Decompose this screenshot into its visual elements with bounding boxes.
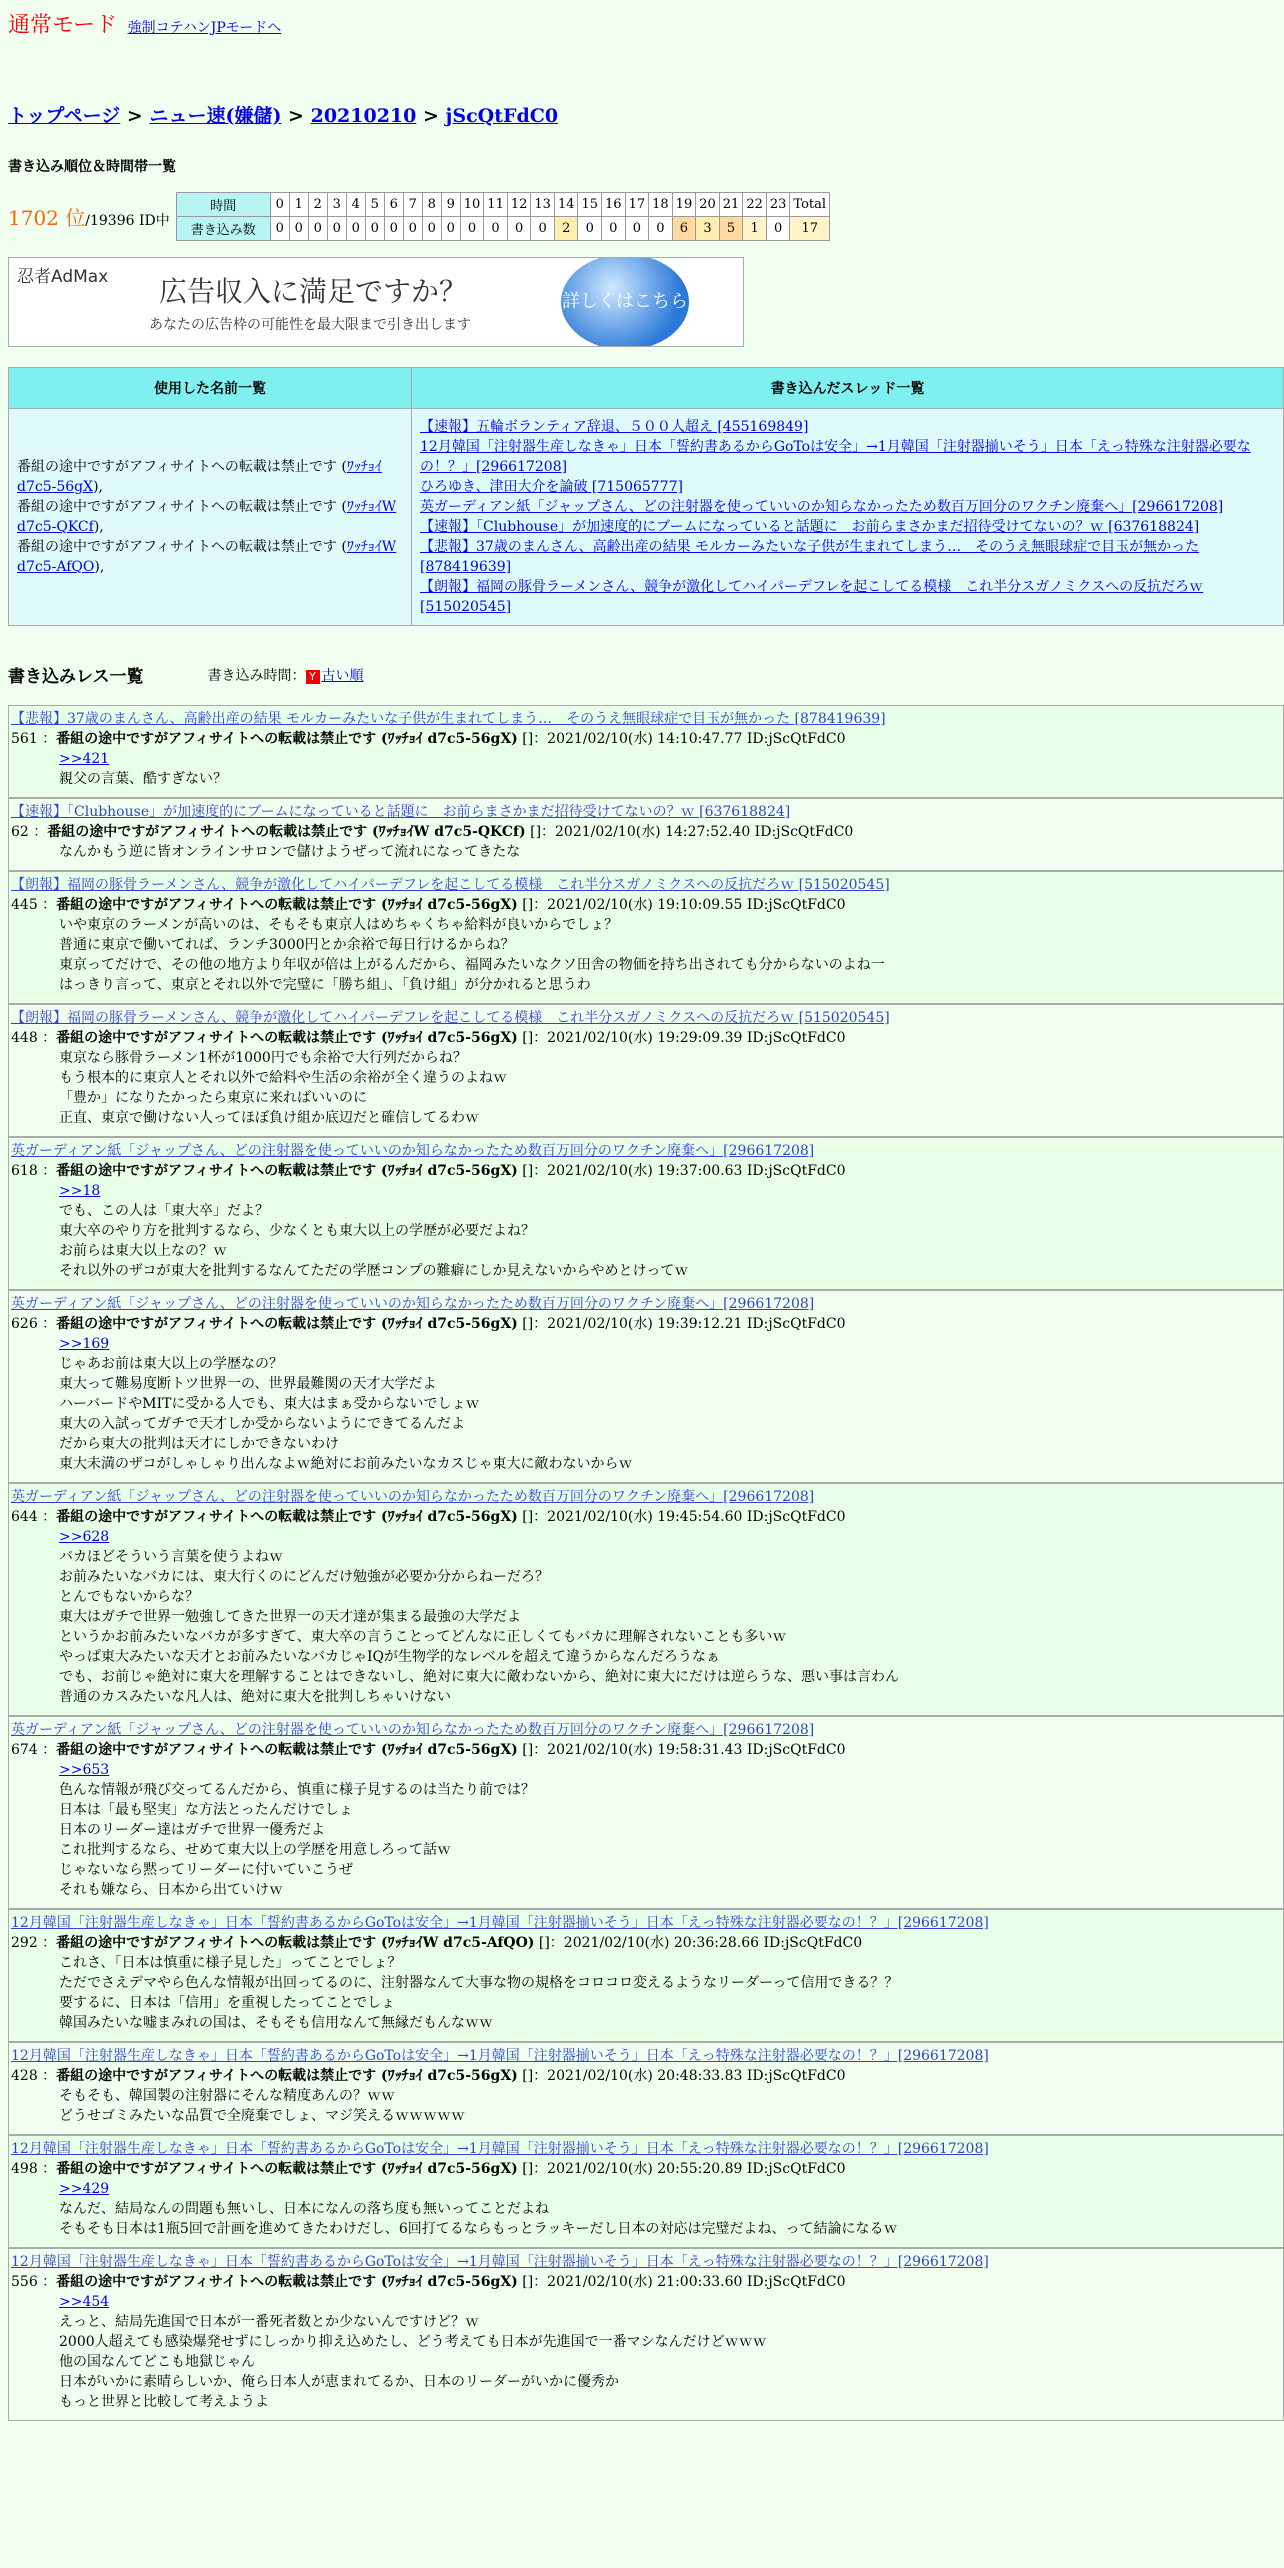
post-body (11, 749, 1277, 789)
order-label: 書き込み時間： (207, 667, 306, 684)
post-number: 292 ： (11, 1935, 57, 1951)
count-cell: 0 (531, 217, 555, 241)
post-line: 日本は「最も堅実」な方法とったんだけでしょ (59, 1802, 353, 1818)
post-line: 他の国なんてどこも地獄じゃん (59, 2354, 255, 2370)
thread-item (420, 437, 1275, 477)
post-number: 556 ： (11, 2274, 57, 2290)
count-cell: 6 (672, 217, 696, 241)
post-number: 445 ： (11, 897, 57, 913)
names-cell (9, 409, 412, 626)
post-item (8, 2248, 1284, 2421)
post-author: 番組の途中ですがアフィサイトへの転載は禁止です (ﾜｯﾁｮｲ d7c5-56gX) (56, 1163, 518, 1179)
post-item (8, 705, 1284, 798)
post-body (11, 1527, 1277, 1707)
names-threads-table (8, 367, 1284, 626)
post-line: 東大って難易度断トツ世界一の、世界最難関の天才大学だよ (59, 1376, 437, 1392)
hour-cell: 2 (308, 193, 327, 217)
hour-cell: 14 (554, 193, 578, 217)
reply-anchor-link[interactable]: >>628 (59, 1529, 110, 1545)
post-line: 韓国みたいな嘘まみれの国は、そもそも信用なんて無縁だもんなｗｗ (59, 2015, 493, 2031)
post-line: というかお前みたいなバカが多すぎて、東大卒の言うことってどんなに正しくてもバカに理解されないことも多いｗ (59, 1629, 787, 1645)
rank-total: /19396 ID中 (85, 213, 170, 229)
hours-row (176, 193, 829, 217)
ranking-heading: 書き込み順位＆時間帯一覧 (8, 159, 176, 175)
names-column-header: 使用した名前一覧 (9, 368, 412, 409)
post-thread-link[interactable]: 英ガーディアン紙「ジャップさん、どの注射器を使っていいのか知らなかったため数百万回分のワクチン廃棄へ」[296617208] (11, 1722, 815, 1738)
post-body (11, 2179, 1277, 2239)
post-item (8, 798, 1284, 871)
ranking-row (8, 192, 1276, 241)
breadcrumb-board[interactable]: ニュー速(嫌儲) (149, 105, 282, 127)
hour-cell: 4 (346, 193, 365, 217)
post-item (8, 871, 1284, 1004)
post-thread-link[interactable]: 英ガーディアン紙「ジャップさん、どの注射器を使っていいのか知らなかったため数百万回分のワクチン廃棄へ」[296617208] (11, 1489, 815, 1505)
post-body (11, 2086, 1277, 2126)
breadcrumb-id[interactable]: jScQtFdC0 (445, 105, 559, 127)
post-line: 東大未満のザコがしゃしゃり出んなよｗ絶対にお前みたいなカスじゃ東大に敵わないからｗ (59, 1456, 633, 1472)
post-line: もう根本的に東京人とそれ以外で給料や生活の余裕が全く違うのよねｗ (59, 1070, 507, 1086)
name-id-link[interactable]: ﾜｯﾁｮｲW d7c5-QKCf (17, 499, 397, 535)
post-line: いや東京のラーメンが高いのは、そもそも東京人はめちゃくちゃ給料が良いからでしょ？ (59, 917, 619, 933)
post-line: 日本がいかに素晴らしいか、俺ら日本人が恵まれてるか、日本のリーダーがいかに優秀か (59, 2374, 619, 2390)
name-item (17, 457, 403, 497)
post-header (11, 1314, 1277, 1334)
post-thread-link[interactable]: 12月韓国「注射器生産しなきゃ」日本「誓約書あるからGoToは安全」→1月韓国「注射器揃いそう」日本「えっ特殊な注射器必要なの！？」[296617208] (11, 1915, 989, 1931)
post-meta: []：2021/02/10(水) 19:58:31.43 ID:jScQtFdC0 (517, 1742, 846, 1758)
thread-link[interactable]: 【速報】五輪ボランティア辞退、５００人超え [455169849] (420, 419, 809, 435)
post-body (11, 1760, 1277, 1900)
post-number: 674 ： (11, 1742, 57, 1758)
post-thread-link[interactable]: 【朗報】福岡の豚骨ラーメンさん、競争が激化してハイパーデフレを起こしてる模様 これ半分スガノミクスへの反抗だろｗ [515020545] (11, 1010, 890, 1026)
post-author: 番組の途中ですがアフィサイトへの転載は禁止です (ﾜｯﾁｮｲW d7c5-AfQO) (56, 1935, 535, 1951)
count-cell: 0 (460, 217, 484, 241)
rank-box (8, 202, 170, 231)
post-author: 番組の途中ですがアフィサイトへの転載は禁止です (ﾜｯﾁｮｲ d7c5-56gX) (56, 2274, 518, 2290)
post-header (11, 1740, 1277, 1760)
post-header (11, 822, 1277, 842)
post-thread-link[interactable]: 12月韓国「注射器生産しなきゃ」日本「誓約書あるからGoToは安全」→1月韓国「注射器揃いそう」日本「えっ特殊な注射器必要なの！？」[296617208] (11, 2141, 989, 2157)
post-line: お前みたいなバカには、東大行くのにどんだけ勉強が必要か分からねーだろ？ (59, 1569, 549, 1585)
count-cell: 0 (625, 217, 649, 241)
count-cell: 0 (422, 217, 441, 241)
name-item (17, 497, 403, 537)
post-header (11, 2066, 1277, 2086)
post-thread (11, 2139, 1277, 2159)
ad-details-badge[interactable]: 詳しくはこちら (561, 257, 689, 347)
threads-column-header: 書き込んだスレッド一覧 (412, 368, 1284, 409)
post-body (11, 1181, 1277, 1281)
post-thread (11, 1008, 1277, 1028)
hour-cell: Total (790, 193, 830, 217)
post-thread (11, 1720, 1277, 1740)
post-header (11, 2272, 1277, 2292)
post-thread (11, 2252, 1277, 2272)
post-line: じゃないなら黙ってリーダーに付いていこうぜ (59, 1862, 353, 1878)
post-line: 東大卒のやり方を批判するなら、少なくとも東大以上の学歴が必要だよね？ (59, 1223, 535, 1239)
post-line: なんだ、結局なんの問題も無いし、日本になんの落ち度も無いってことだよね (59, 2201, 549, 2217)
thread-item (420, 477, 1275, 497)
hour-cell: 15 (578, 193, 602, 217)
post-line: それも嫌なら、日本から出ていけｗ (59, 1882, 283, 1898)
name-text: 番組の途中ですがアフィサイトへの転載は禁止です ( (17, 499, 347, 515)
thread-link[interactable]: 【朗報】福岡の豚骨ラーメンさん、競争が激化してハイパーデフレを起こしてる模様 これ半分スガノミクスへの反抗だろｗ [515020545] (420, 579, 1204, 615)
post-meta: []：2021/02/10(水) 19:45:54.60 ID:jScQtFdC0 (517, 1509, 846, 1525)
count-cell: 0 (578, 217, 602, 241)
hour-cell: 9 (441, 193, 460, 217)
name-suffix: ), (93, 519, 104, 535)
name-id-link[interactable]: ﾜｯﾁｮｲ d7c5-56gX (17, 459, 382, 495)
post-body (11, 842, 1277, 862)
thread-item (420, 517, 1275, 537)
hour-cell: 8 (422, 193, 441, 217)
post-line: 東大はガチで世界一勉強してきた世界一の天才達が集まる最強の大学だよ (59, 1609, 521, 1625)
post-item (8, 1137, 1284, 1290)
post-line: 東京ってだけで、その他の地方より年収が倍は上がるんだから、福岡みたいなクソ田舎の物価を持ち出されても分からないのよね一 (59, 957, 885, 973)
post-line: とんでもないからな？ (59, 1589, 199, 1605)
post-header (11, 2159, 1277, 2179)
post-author: 番組の途中ですがアフィサイトへの転載は禁止です (ﾜｯﾁｮｲ d7c5-56gX) (56, 1742, 518, 1758)
ad-banner[interactable] (8, 257, 744, 347)
count-cell: 5 (719, 217, 743, 241)
post-line: 要するに、日本は「信用」を重視したってことでしょ (59, 1995, 395, 2011)
post-list (8, 705, 1276, 2421)
post-line: 普通に東京で働いてれば、ランチ3000円とか余裕で毎日行けるからね？ (59, 937, 515, 953)
post-line: でも、この人は「東大卒」だよ？ (59, 1203, 269, 1219)
post-meta: []：2021/02/10(水) 21:00:33.60 ID:jScQtFdC0 (517, 2274, 846, 2290)
post-line: そもそも日本は1瓶5回で計画を進めてきたわけだし、6回打てるならもっとラッキーだし日本の対応は完璧だよね、って結論になるｗ (59, 2221, 898, 2237)
count-cell: 0 (403, 217, 422, 241)
hour-cell: 22 (743, 193, 767, 217)
post-meta: []：2021/02/10(水) 14:10:47.77 ID:jScQtFdC0 (517, 731, 846, 747)
post-number: 644 ： (11, 1509, 57, 1525)
hours-row-label: 時間 (176, 193, 270, 217)
post-author: 番組の途中ですがアフィサイトへの転載は禁止です (ﾜｯﾁｮｲW d7c5-QKCf) (47, 824, 526, 840)
post-thread-link[interactable]: 【朗報】福岡の豚骨ラーメンさん、競争が激化してハイパーデフレを起こしてる模様 これ半分スガノミクスへの反抗だろｗ [515020545] (11, 877, 890, 893)
post-header (11, 729, 1277, 749)
name-text: 番組の途中ですがアフィサイトへの転載は禁止です ( (17, 539, 347, 555)
post-line: なんかもう逆に皆オンラインサロンで儲けようぜって流れになってきたな (59, 844, 521, 860)
post-item (8, 1716, 1284, 1909)
post-meta: []：2021/02/10(水) 19:39:12.21 ID:jScQtFdC0 (517, 1316, 846, 1332)
post-item (8, 2042, 1284, 2135)
post-meta: []：2021/02/10(水) 19:10:09.55 ID:jScQtFdC0 (517, 897, 846, 913)
mode-title: 通常モード (8, 13, 118, 38)
post-body (11, 1953, 1277, 2033)
count-cell: 0 (507, 217, 531, 241)
ad-headline: 広告収入に満足ですか？ (159, 275, 468, 308)
post-thread-link[interactable]: 【悲報】37歳のまんさん、高齢出産の結果 モルカーみたいな子供が生まれてしまう… そのうえ無眼球症で目玉が無かった [878419639] (11, 711, 886, 727)
post-line: えっと、結局先進国で日本が一番死者数とか少ないんですけど？ｗ (59, 2314, 479, 2330)
post-number: 561 ： (11, 731, 57, 747)
post-number: 448 ： (11, 1030, 57, 1046)
sort-order-icon: Y (306, 670, 320, 684)
post-line: ただでさえデマやら色んな情報が出回ってるのに、注射器なんて大事な物の規格をコロコロ変えるようなリーダーって信用できる？？ (59, 1975, 899, 1991)
post-line: お前らは東大以上なの？ｗ (59, 1243, 227, 1259)
name-id-link[interactable]: ﾜｯﾁｮｲW d7c5-AfQO (17, 539, 397, 575)
hour-cell: 19 (672, 193, 696, 217)
post-body (11, 915, 1277, 995)
hour-cell: 18 (649, 193, 673, 217)
post-body (11, 2292, 1277, 2412)
counts-row (176, 217, 829, 241)
post-body (11, 1334, 1277, 1474)
hour-cell: 12 (507, 193, 531, 217)
name-text: 番組の途中ですがアフィサイトへの転載は禁止です ( (17, 459, 347, 475)
post-line: じゃあお前は東大以上の学歴なの？ (59, 1356, 283, 1372)
post-number: 618 ： (11, 1163, 57, 1179)
mode-line (8, 0, 1276, 39)
reply-anchor-link[interactable]: >>18 (59, 1183, 101, 1199)
count-cell: 0 (384, 217, 403, 241)
post-line: もっと世界と比較して考えようよ (59, 2394, 269, 2410)
hour-cell: 17 (625, 193, 649, 217)
post-item (8, 1909, 1284, 2042)
breadcrumb-date[interactable]: 20210210 (310, 105, 417, 127)
post-line: 正直、東京で働けない人ってほぼ負け組か底辺だと確信してるわｗ (59, 1110, 479, 1126)
post-thread (11, 875, 1277, 895)
post-line: やっぱ東大みたいな天才とお前みたいなバカじゃIQが生物学的なレベルを超えて違うからなんだろうなぁ (59, 1649, 721, 1665)
post-list-header (8, 662, 1276, 687)
post-thread (11, 1913, 1277, 1933)
post-meta: []：2021/02/10(水) 20:55:20.89 ID:jScQtFdC0 (517, 2161, 846, 2177)
post-thread (11, 1141, 1277, 1161)
hour-cell: 7 (403, 193, 422, 217)
post-author: 番組の途中ですがアフィサイトへの転載は禁止です (ﾜｯﾁｮｲ d7c5-56gX) (56, 2161, 518, 2177)
thread-link[interactable]: ひろゆき、津田大介を論破 [715065777] (420, 479, 683, 495)
hour-cell: 23 (766, 193, 790, 217)
thread-item (420, 417, 1275, 437)
post-line: 色んな情報が飛び交ってるんだから、慎重に様子見するのは当たり前では？ (59, 1782, 535, 1798)
post-item (8, 1290, 1284, 1483)
hour-cell: 20 (696, 193, 720, 217)
post-number: 626 ： (11, 1316, 57, 1332)
post-header (11, 1507, 1277, 1527)
hour-cell: 1 (289, 193, 308, 217)
hour-cell: 13 (531, 193, 555, 217)
post-thread-link[interactable]: 12月韓国「注射器生産しなきゃ」日本「誓約書あるからGoToは安全」→1月韓国「注射器揃いそう」日本「えっ特殊な注射器必要なの！？」[296617208] (11, 2048, 989, 2064)
count-cell: 3 (696, 217, 720, 241)
post-meta: []：2021/02/10(水) 14:27:52.40 ID:jScQtFdC0 (525, 824, 854, 840)
post-number: 62 ： (11, 824, 48, 840)
reply-anchor-link[interactable]: >>429 (59, 2181, 110, 2197)
post-line: 2000人超えても感染爆発せずにしっかり抑え込めたし、どう考えても日本が先進国で一番マシなんだけどｗｗｗ (59, 2334, 767, 2350)
name-suffix: ), (94, 559, 105, 575)
hour-cell: 6 (384, 193, 403, 217)
ad-subtext: あなたの広告枠の可能性を最大限まで引き出します (149, 317, 471, 333)
post-item (8, 1483, 1284, 1716)
post-line: 東京なら豚骨ラーメン1杯が1000円でも余裕で大行列だからね？ (59, 1050, 467, 1066)
post-line: そもそも、韓国製の注射器にそんな精度あんの？ｗｗ (59, 2088, 395, 2104)
mode-switch-link[interactable]: 強制コテハンJPモードへ (127, 20, 282, 36)
post-item (8, 1004, 1284, 1137)
counts-row-label: 書き込み数 (176, 217, 270, 241)
post-thread-link[interactable]: 英ガーディアン紙「ジャップさん、どの注射器を使っていいのか知らなかったため数百万回分のワクチン廃棄へ」[296617208] (11, 1296, 815, 1312)
post-header (11, 895, 1277, 915)
ad-logo: 忍者AdMax (17, 267, 109, 287)
count-cell: 0 (270, 217, 289, 241)
count-cell: 17 (790, 217, 830, 241)
thread-item (420, 497, 1275, 517)
post-thread (11, 709, 1277, 729)
post-thread (11, 1294, 1277, 1314)
breadcrumb-top[interactable]: トップページ (8, 105, 121, 127)
post-line: これ批判するなら、せめて東大以上の学歴を用意しろって話ｗ (59, 1842, 451, 1858)
hour-cell: 16 (602, 193, 626, 217)
post-meta: []：2021/02/10(水) 20:48:33.83 ID:jScQtFdC0 (517, 2068, 846, 2084)
rank-number: 1702 位 (8, 206, 86, 230)
post-author: 番組の途中ですがアフィサイトへの転載は禁止です (ﾜｯﾁｮｲ d7c5-56gX) (56, 2068, 518, 2084)
post-thread-link[interactable]: 【速報】「Clubhouse」が加速度的にブームになっていると話題に お前らまさかまだ招待受けてないの？ｗ [637618824] (11, 804, 791, 820)
post-header (11, 1028, 1277, 1048)
count-cell: 0 (289, 217, 308, 241)
post-item (8, 2135, 1284, 2248)
post-line: はっきり言って、東京とそれ以外で完璧に「勝ち組」、「負け組」が分かれると思うわ (59, 977, 591, 993)
count-cell: 2 (554, 217, 578, 241)
post-line: 親父の言葉、酷すぎない？ (59, 771, 227, 787)
hour-cell: 11 (484, 193, 508, 217)
post-line: これさ、「日本は慎重に様子見した」ってことでしょ？ (59, 1955, 402, 1971)
post-author: 番組の途中ですがアフィサイトへの転載は禁止です (ﾜｯﾁｮｲ d7c5-56gX) (56, 731, 518, 747)
post-line: それ以外のザコが東大を批判するなんてただの学歴コンプの難癖にしか見えないからやめとけってｗ (59, 1263, 689, 1279)
count-cell: 0 (346, 217, 365, 241)
order-link[interactable]: 古い順 (321, 667, 364, 684)
post-author: 番組の途中ですがアフィサイトへの転載は禁止です (ﾜｯﾁｮｲ d7c5-56gX) (56, 897, 518, 913)
post-body (11, 1048, 1277, 1128)
reply-anchor-link[interactable]: >>454 (59, 2294, 110, 2310)
post-header (11, 1161, 1277, 1181)
post-number: 428 ： (11, 2068, 57, 2084)
post-thread (11, 1487, 1277, 1507)
post-number: 498 ： (11, 2161, 57, 2177)
name-item (17, 537, 403, 577)
post-author: 番組の途中ですがアフィサイトへの転載は禁止です (ﾜｯﾁｮｲ d7c5-56gX) (56, 1030, 518, 1046)
count-cell: 0 (441, 217, 460, 241)
hour-cell: 5 (365, 193, 384, 217)
hour-cell: 10 (460, 193, 484, 217)
thread-item (420, 577, 1275, 617)
post-thread-link[interactable]: 12月韓国「注射器生産しなきゃ」日本「誓約書あるからGoToは安全」→1月韓国「注射器揃いそう」日本「えっ特殊な注射器必要なの！？」[296617208] (11, 2254, 989, 2270)
count-cell: 0 (649, 217, 673, 241)
reply-anchor-link[interactable]: >>653 (59, 1762, 110, 1778)
post-line: バカほどそういう言葉を使うよねｗ (59, 1549, 283, 1565)
order-control (208, 665, 364, 685)
name-suffix: ), (93, 479, 104, 495)
post-header (11, 1933, 1277, 1953)
count-cell: 0 (365, 217, 384, 241)
post-author: 番組の途中ですがアフィサイトへの転載は禁止です (ﾜｯﾁｮｲ d7c5-56gX) (56, 1316, 518, 1332)
post-meta: []：2021/02/10(水) 19:37:00.63 ID:jScQtFdC0 (517, 1163, 846, 1179)
post-meta: []：2021/02/10(水) 20:36:28.66 ID:jScQtFdC0 (534, 1935, 863, 1951)
count-cell: 0 (327, 217, 346, 241)
thread-link[interactable]: 12月韓国「注射器生産しなきゃ」日本「誓約書あるからGoToは安全」→1月韓国「注射器揃いそう」日本「えっ特殊な注射器必要なの！？」[296617208] (420, 439, 1251, 475)
post-line: でも、お前じゃ絶対に東大を理解することはできないし、絶対に東大に敵わないから、絶対に東大にだけは逆らうな、悪い事は言わん (59, 1669, 899, 1685)
count-cell: 0 (484, 217, 508, 241)
post-thread (11, 802, 1277, 822)
hour-cell: 3 (327, 193, 346, 217)
count-cell: 0 (766, 217, 790, 241)
breadcrumb: トップページ > ニュー速(嫌儲) > 20210210 > jScQtFdC0 (8, 105, 559, 127)
post-line: 日本のリーダー達はガチで世界一優秀だよ (59, 1822, 325, 1838)
count-cell: 0 (602, 217, 626, 241)
post-line: ハーバードやMITに受かる人でも、東大はまぁ受からないでしょｗ (59, 1396, 480, 1412)
thread-item (420, 537, 1275, 577)
post-thread (11, 2046, 1277, 2066)
post-list-title: 書き込みレス一覧 (8, 667, 144, 687)
threads-cell (412, 409, 1284, 626)
thread-link[interactable]: 【速報】「Clubhouse」が加速度的にブームになっていると話題に お前らまさかまだ招待受けてないの？ｗ [637618824] (420, 519, 1200, 535)
hourly-table (176, 192, 830, 241)
post-line: 東大の入試ってガチで天才しか受からないようにできてるんだよ (59, 1416, 465, 1432)
post-line: どうせゴミみたいな品質で全廃棄でしょ、マジ笑えるｗｗｗｗｗ (59, 2108, 465, 2124)
post-meta: []：2021/02/10(水) 19:29:09.39 ID:jScQtFdC0 (517, 1030, 846, 1046)
reply-anchor-link[interactable]: >>169 (59, 1336, 110, 1352)
post-line: 「豊か」になりたかったら東京に来ればいいのに (59, 1090, 367, 1106)
post-author: 番組の途中ですがアフィサイトへの転載は禁止です (ﾜｯﾁｮｲ d7c5-56gX) (56, 1509, 518, 1525)
hour-cell: 21 (719, 193, 743, 217)
post-line: 普通のカスみたいな凡人は、絶対に東大を批判しちゃいけない (59, 1689, 451, 1705)
hour-cell: 0 (270, 193, 289, 217)
post-thread-link[interactable]: 英ガーディアン紙「ジャップさん、どの注射器を使っていいのか知らなかったため数百万回分のワクチン廃棄へ」[296617208] (11, 1143, 815, 1159)
count-cell: 1 (743, 217, 767, 241)
thread-link[interactable]: 英ガーディアン紙「ジャップさん、どの注射器を使っていいのか知らなかったため数百万回分のワクチン廃棄へ」[296617208] (420, 499, 1224, 515)
reply-anchor-link[interactable]: >>421 (59, 751, 110, 767)
count-cell: 0 (308, 217, 327, 241)
thread-link[interactable]: 【悲報】37歳のまんさん、高齢出産の結果 モルカーみたいな子供が生まれてしまう… そのうえ無眼球症で目玉が無かった [878419639] (420, 539, 1200, 575)
post-line: だから東大の批判は天才にしかできないわけ (59, 1436, 339, 1452)
